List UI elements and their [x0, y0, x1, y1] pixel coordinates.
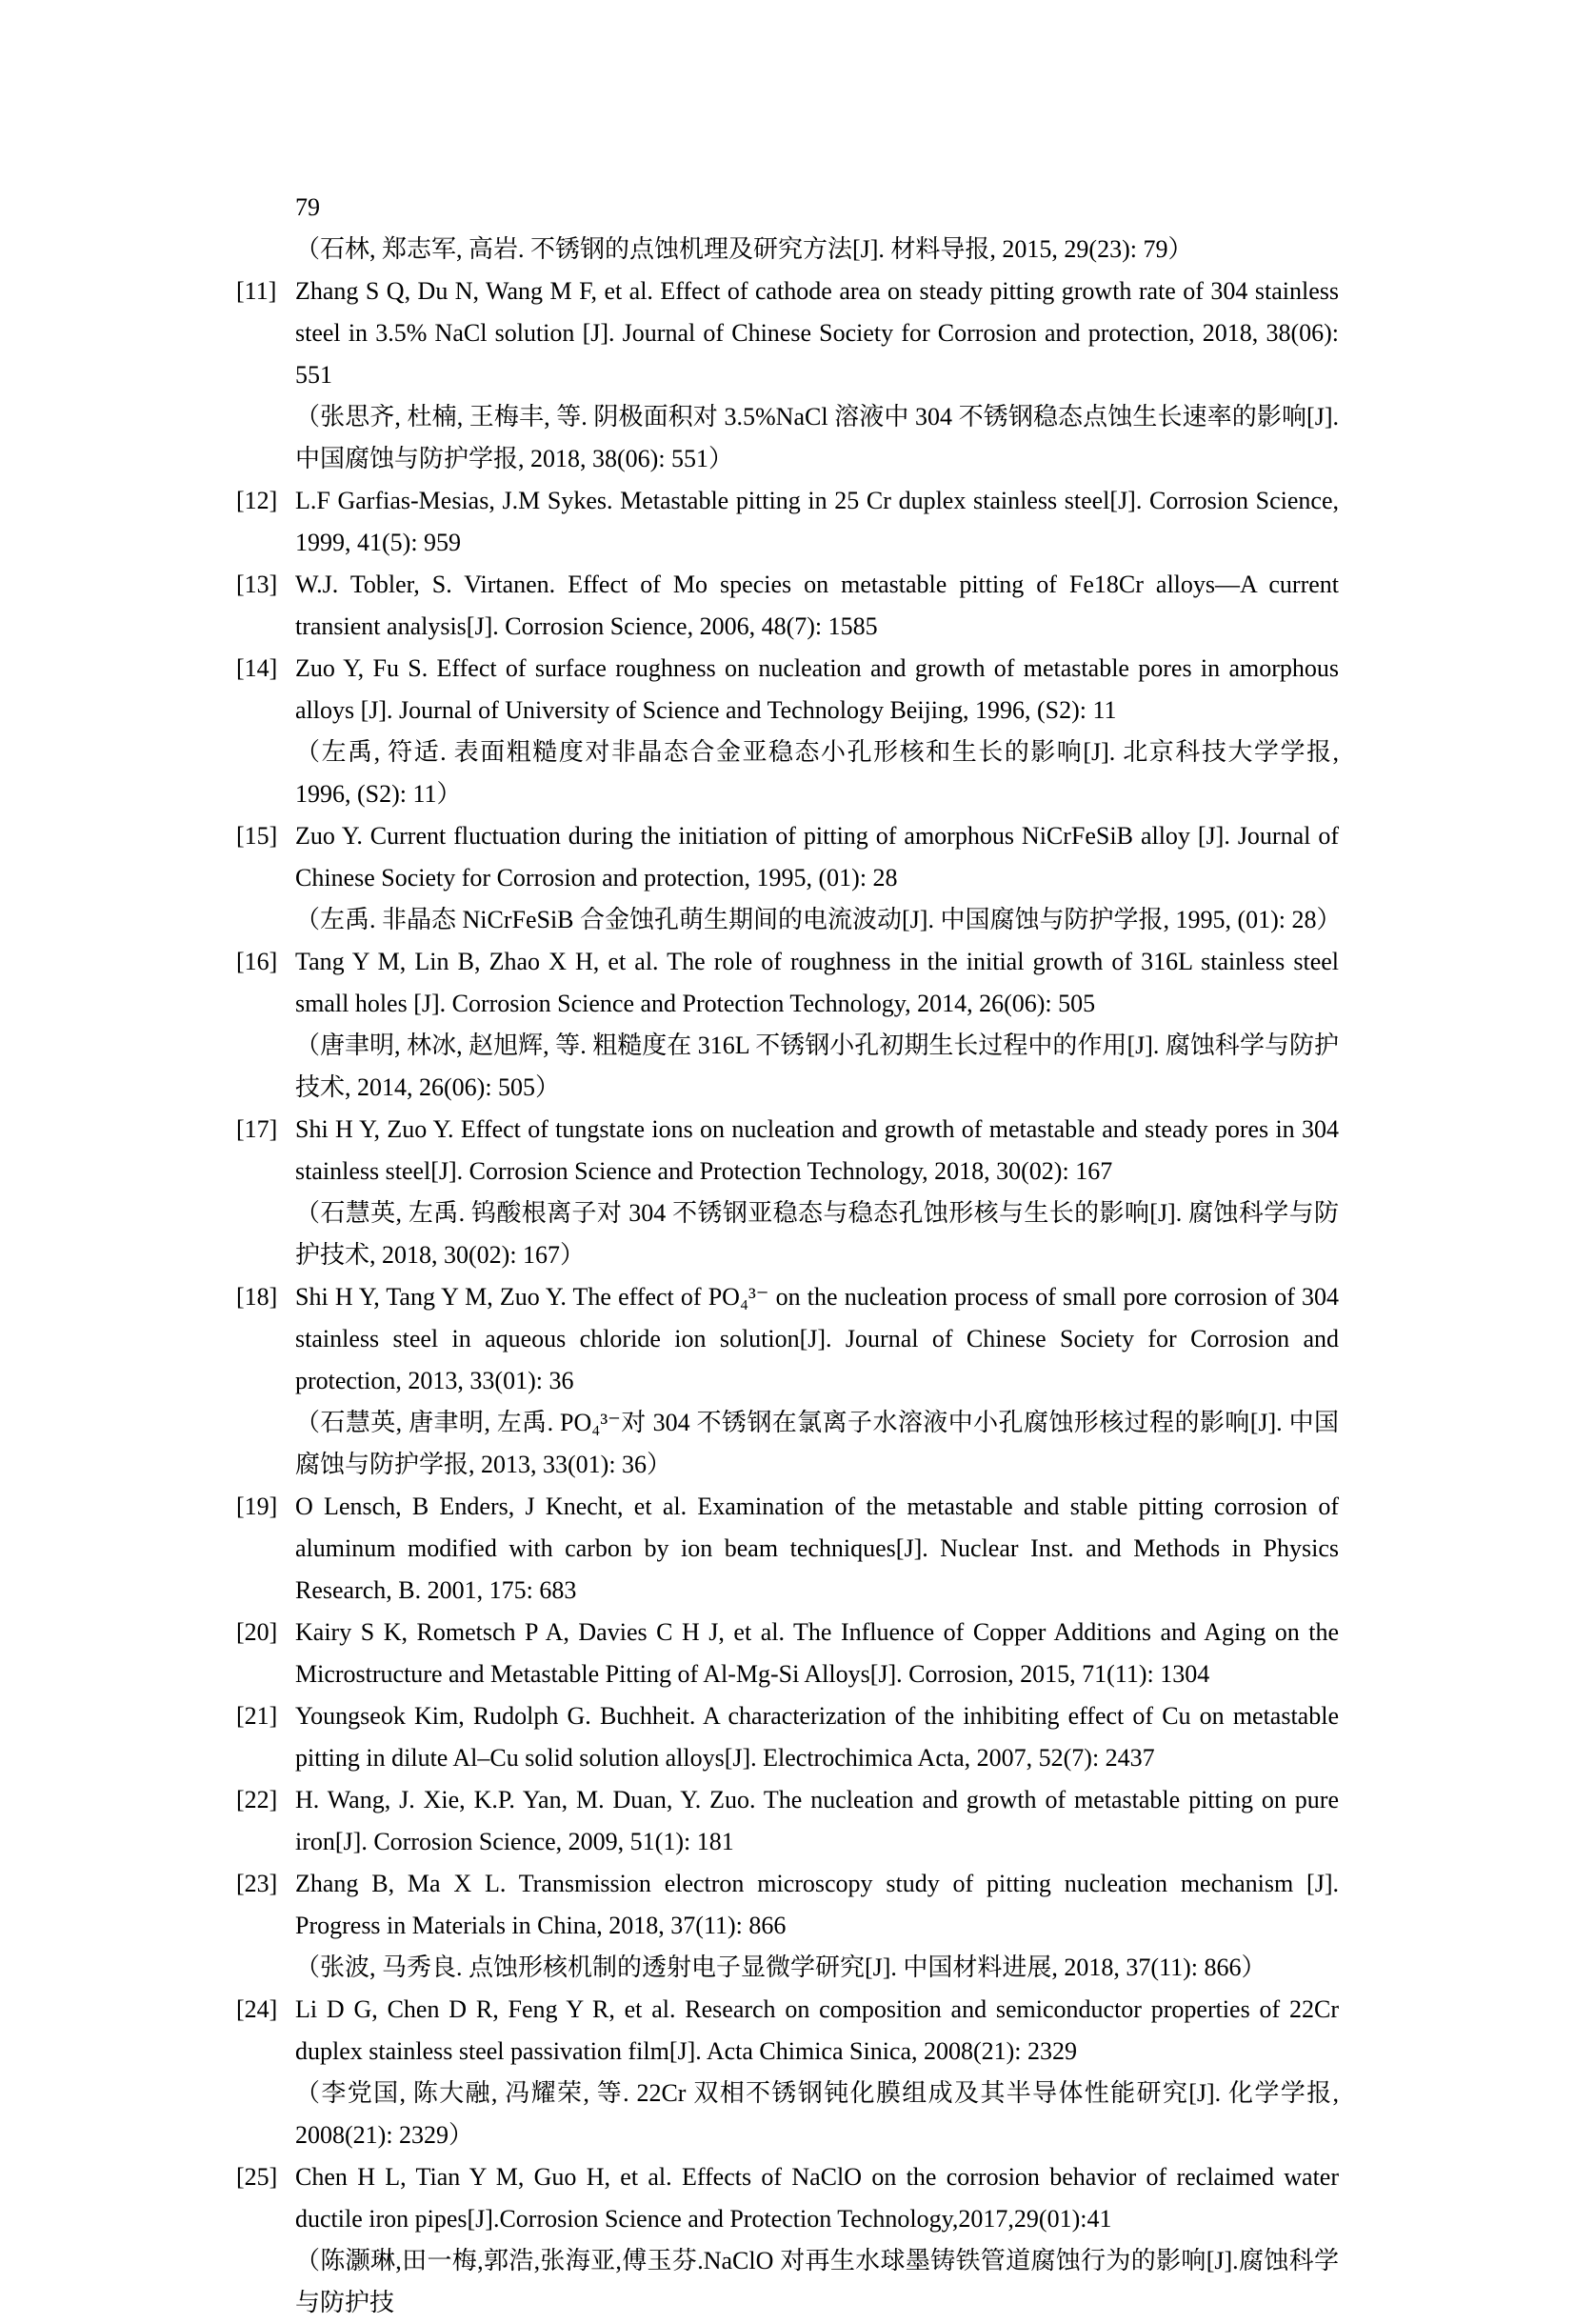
reference-body	[295, 564, 1339, 648]
reference-text-chinese: （张思齐, 杜楠, 王梅丰, 等. 阴极面积对 3.5%NaCl 溶液中 304 不锈钢稳态点蚀生长速率的影响[J]. 中国腐蚀与防护学报, 2018, 38(06): 551）	[295, 403, 1339, 472]
reference-item	[236, 648, 1339, 815]
reference-item	[236, 1989, 1339, 2156]
reference-item	[236, 1695, 1339, 1779]
reference-number: [19]	[236, 1493, 278, 1520]
reference-number: [13]	[236, 571, 278, 598]
reference-text-english: Youngseok Kim, Rudolph G. Buchheit. A characterization of the inhibiting effect of Cu on metastable pitting in dilute Al–Cu solid solution alloys[J]. Electrochimica Acta, 2007, 52(7): 2437	[295, 1702, 1339, 1772]
reference-body	[295, 1695, 1339, 1779]
reference-text-english: O Lensch, B Enders, J Knecht, et al. Examination of the metastable and stable pitting corrosion of aluminum modified with carbon by ion beam techniques[J]. Nuclear Inst. and Methods in Physics Research, B. 2001, 175: 683	[295, 1493, 1339, 1604]
reference-number: [24]	[236, 1995, 278, 2023]
reference-text-english: Zuo Y, Fu S. Effect of surface roughness on nucleation and growth of metastable pores in amorphous alloys [J]. Journal of University of Science and Technology Beijing, 1996, (S2): 11	[295, 654, 1339, 724]
reference-text-english: Kairy S K, Rometsch P A, Davies C H J, et al. The Influence of Copper Additions and Aging on the Microstructure and Metastable Pitting of Al-Mg-Si Alloys[J]. Corrosion, 2015, 71(11): 1304	[295, 1618, 1339, 1688]
reference-body	[295, 648, 1339, 815]
reference-body	[295, 1863, 1339, 1989]
reference-list	[236, 270, 1342, 2324]
reference-body	[295, 815, 1342, 941]
reference-text-english: Li D G, Chen D R, Feng Y R, et al. Research on composition and semiconductor properties of 22Cr duplex stainless steel passivation film[J]. Acta Chimica Sinica, 2008(21): 2329	[295, 1995, 1339, 2065]
reference-body	[295, 1109, 1339, 1276]
reference-text-english: Zuo Y. Current fluctuation during the initiation of pitting of amorphous NiCrFeSiB alloy [J]. Journal of Chinese Society for Corrosion and protection, 1995, (01): 28	[295, 822, 1339, 892]
reference-text-chinese: （石慧英, 左禹. 钨酸根离子对 304 不锈钢亚稳态与稳态孔蚀形核与生长的影响[J]. 腐蚀科学与防护技术, 2018, 30(02): 167）	[295, 1199, 1339, 1269]
reference-number: [17]	[236, 1115, 278, 1143]
reference-item	[236, 1612, 1339, 1695]
reference-body	[295, 2156, 1339, 2324]
reference-item	[236, 480, 1339, 564]
reference-text-english: Zhang S Q, Du N, Wang M F, et al. Effect of cathode area on steady pitting growth rate of 304 stainless steel in 3.5% NaCl solution [J]. Journal of Chinese Society for Corrosion and protection, 2018, 38(06): 551	[295, 277, 1339, 389]
reference-number: [20]	[236, 1618, 278, 1646]
previous-reference-continuation	[295, 187, 1339, 270]
reference-body	[295, 270, 1339, 480]
reference-text-english: Shi H Y, Zuo Y. Effect of tungstate ions on nucleation and growth of metastable and steady pores in 304 stainless steel[J]. Corrosion Science and Protection Technology, 2018, 30(02): 167	[295, 1115, 1339, 1185]
reference-item	[236, 2156, 1339, 2324]
reference-text-chinese: （石慧英, 唐聿明, 左禹. PO₄³⁻对 304 不锈钢在氯离子水溶液中小孔腐蚀形核过程的影响[J]. 中国腐蚀与防护学报, 2013, 33(01): 36）	[295, 1409, 1339, 1478]
reference-item	[236, 1276, 1339, 1486]
reference-text-english: L.F Garfias-Mesias, J.M Sykes. Metastable pitting in 25 Cr duplex stainless steel[J]. Corrosion Science, 1999, 41(5): 959	[295, 487, 1339, 556]
reference-body	[295, 1989, 1339, 2156]
reference-item	[236, 1109, 1339, 1276]
reference-number: [25]	[236, 2163, 278, 2191]
reference-number: [18]	[236, 1283, 278, 1311]
reference-item	[236, 815, 1342, 941]
reference-number: [15]	[236, 822, 278, 850]
reference-text-english: W.J. Tobler, S. Virtanen. Effect of Mo species on metastable pitting of Fe18Cr alloys—A current transient analysis[J]. Corrosion Science, 2006, 48(7): 1585	[295, 571, 1339, 640]
reference-text-chinese: （张波, 马秀良. 点蚀形核机制的透射电子显微学研究[J]. 中国材料进展, 2018, 37(11): 866）	[295, 1953, 1266, 1981]
reference-number: [22]	[236, 1786, 278, 1813]
reference-body	[295, 480, 1339, 564]
reference-body	[295, 1276, 1339, 1486]
reference-item	[236, 941, 1339, 1109]
reference-item	[236, 1779, 1339, 1863]
reference-number: [12]	[236, 487, 278, 514]
continuation-chinese-citation: （石林, 郑志军, 高岩. 不锈钢的点蚀机理及研究方法[J]. 材料导报, 2015, 29(23): 79）	[295, 235, 1193, 263]
reference-item	[236, 1863, 1339, 1989]
reference-item	[236, 1486, 1339, 1612]
reference-number: [14]	[236, 654, 278, 682]
reference-number: [16]	[236, 948, 278, 975]
reference-number: [21]	[236, 1702, 278, 1730]
reference-text-chinese: （左禹. 非晶态 NiCrFeSiB 合金蚀孔萌生期间的电流波动[J]. 中国腐蚀与防护学报, 1995, (01): 28）	[295, 906, 1342, 933]
reference-number: [11]	[236, 277, 277, 305]
reference-number: [23]	[236, 1870, 278, 1897]
reference-item	[236, 564, 1339, 648]
reference-text-chinese: （陈灏琳,田一梅,郭浩,张海亚,傅玉芬.NaClO 对再生水球墨铸铁管道腐蚀行为的影响[J].腐蚀科学与防护技	[295, 2247, 1339, 2316]
reference-text-chinese: （李党国, 陈大融, 冯耀荣, 等. 22Cr 双相不锈钢钝化膜组成及其半导体性能研究[J]. 化学学报, 2008(21): 2329）	[295, 2079, 1339, 2149]
reference-text-english: Shi H Y, Tang Y M, Zuo Y. The effect of PO₄³⁻ on the nucleation process of small pore corrosion of 304 stainless steel in aqueous chloride ion solution[J]. Journal of Chinese Society for Corrosion and protection, 2013, 33(01): 36	[295, 1283, 1339, 1394]
references-content	[236, 187, 1342, 2324]
reference-text-chinese: （唐聿明, 林冰, 赵旭辉, 等. 粗糙度在 316L 不锈钢小孔初期生长过程中的作用[J]. 腐蚀科学与防护技术, 2014, 26(06): 505）	[295, 1032, 1339, 1101]
continuation-page-number: 79	[295, 193, 320, 221]
reference-text-chinese: （左禹, 符适. 表面粗糙度对非晶态合金亚稳态小孔形核和生长的影响[J]. 北京科技大学学报, 1996, (S2): 11）	[295, 738, 1339, 808]
reference-text-english: H. Wang, J. Xie, K.P. Yan, M. Duan, Y. Zuo. The nucleation and growth of metastable pitting on pure iron[J]. Corrosion Science, 2009, 51(1): 181	[295, 1786, 1339, 1855]
reference-body	[295, 1779, 1339, 1863]
reference-text-english: Tang Y M, Lin B, Zhao X H, et al. The role of roughness in the initial growth of 316L stainless steel small holes [J]. Corrosion Science and Protection Technology, 2014, 26(06): 505	[295, 948, 1339, 1017]
reference-item	[236, 270, 1339, 480]
reference-body	[295, 1612, 1339, 1695]
reference-body	[295, 1486, 1339, 1612]
reference-text-english: Chen H L, Tian Y M, Guo H, et al. Effects of NaClO on the corrosion behavior of reclaimed water ductile iron pipes[J].Corrosion Science and Protection Technology,2017,29(01):41	[295, 2163, 1339, 2233]
reference-text-english: Zhang B, Ma X L. Transmission electron microscopy study of pitting nucleation mechanism [J]. Progress in Materials in China, 2018, 37(11): 866	[295, 1870, 1339, 1939]
reference-body	[295, 941, 1339, 1109]
